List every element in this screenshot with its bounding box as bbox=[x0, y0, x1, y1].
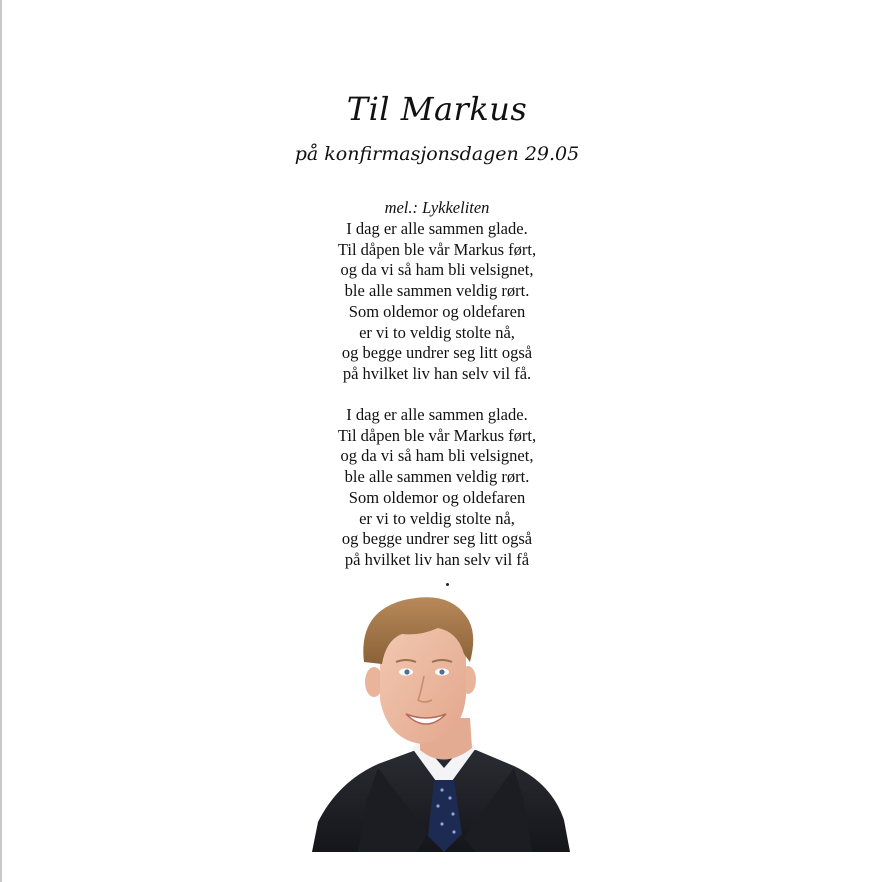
verse-line: I dag er alle sammen glade. bbox=[346, 405, 528, 424]
verse-line: Som oldemor og oldefaren bbox=[348, 487, 526, 507]
verse-line: på hvilket liv han selv vil få bbox=[344, 549, 530, 569]
verse-line: og begge undrer seg litt også bbox=[341, 343, 533, 363]
verse-line: Til dåpen ble vår Markus ført, bbox=[337, 239, 537, 259]
poem-subtitle: på konfirmasjonsdagen 29.05 bbox=[294, 143, 580, 165]
verse-2 bbox=[2, 405, 872, 571]
poem-title: Til Markus bbox=[346, 90, 528, 128]
verse-line: på hvilket liv han selv vil få. bbox=[342, 363, 532, 383]
portrait-photo bbox=[308, 592, 586, 852]
verse-line: Til dåpen ble vår Markus ført, bbox=[337, 425, 537, 445]
verse-line: ble alle sammen veldig rørt. bbox=[344, 467, 530, 487]
verse-line: er vi to veldig stolte nå, bbox=[359, 322, 515, 342]
stray-period bbox=[446, 583, 449, 586]
verse-line: og begge undrer seg litt også bbox=[341, 529, 533, 549]
verse-line: og da vi så ham bli velsignet, bbox=[340, 260, 534, 280]
verse-1 bbox=[2, 219, 872, 385]
verse-line: ble alle sammen veldig rørt. bbox=[344, 281, 530, 301]
verse-line: Som oldemor og oldefaren bbox=[348, 301, 526, 321]
verse-line: er vi to veldig stolte nå, bbox=[359, 508, 515, 528]
verse-line: I dag er alle sammen glade. bbox=[346, 219, 528, 238]
melody-note: mel.: Lykkeliten bbox=[384, 198, 490, 217]
portrait-photo-icon bbox=[308, 592, 586, 852]
verse-line: og da vi så ham bli velsignet, bbox=[340, 446, 534, 466]
